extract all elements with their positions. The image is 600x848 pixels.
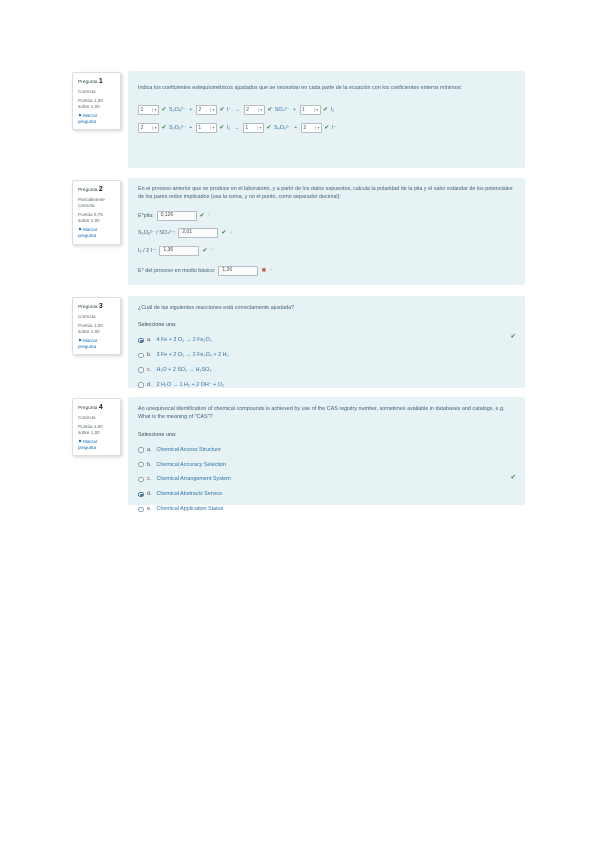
question-label: Pregunta (78, 188, 98, 193)
flag-label: Marcar pregunta (78, 338, 98, 350)
option-letter: c. (147, 476, 152, 483)
question-state: Correcta (78, 313, 96, 319)
correct-answer-check-icon: ✔ (510, 333, 516, 340)
question-number-value: 1 (98, 78, 103, 85)
question-number (78, 302, 115, 311)
answer-input[interactable]: 2,01 (178, 228, 218, 238)
coefficient-select[interactable] (244, 105, 265, 115)
feedback-check-icon: ✓ (207, 212, 212, 219)
radio-button[interactable] (138, 477, 144, 483)
coefficient-value: 2 (303, 124, 307, 131)
option-letter: b. (147, 461, 152, 468)
question-4-body (128, 397, 525, 513)
option-text: 3 Fe + 2 O₂ → 2 Fe₃O₄ + 2 H₂ (156, 352, 229, 359)
radio-button[interactable] (138, 367, 144, 373)
radio-button[interactable] (138, 353, 144, 359)
equation-row-1 (138, 105, 513, 115)
operator: + (292, 107, 297, 114)
question-1-body (128, 71, 525, 168)
coefficient-select[interactable] (196, 123, 217, 133)
flag-icon: ⚑ (78, 338, 83, 344)
chevron-down-icon: ▾ (210, 126, 215, 130)
answer-row (138, 266, 513, 276)
answer-input[interactable]: 1,26 (218, 266, 258, 276)
correct-answer-check-icon: ✔ (510, 474, 516, 481)
coefficient-select[interactable] (243, 123, 264, 133)
chevron-down-icon: ▾ (257, 126, 262, 130)
option-text: H₂O + 2 SO₂ → H₂SO₄ (156, 367, 212, 373)
coefficient-value: 1 (140, 106, 144, 113)
question-state: Parcialmente correcta (78, 196, 105, 209)
flag-label: Marcar pregunta (78, 227, 98, 239)
chevron-down-icon: ▾ (152, 108, 157, 112)
question-state: Correcta (78, 88, 96, 94)
field-label: E°pila: (138, 212, 154, 219)
option-a[interactable] (138, 446, 513, 454)
chevron-down-icon: ▾ (314, 108, 319, 112)
correct-check-icon: ✔ (161, 125, 167, 132)
chemical-formula: I₂ (226, 125, 231, 132)
question-text: Indica los coeficientes estequiométricos ajustados que se necesitan en cada parte de la ecuación con los coeficientes enteros mínimos: (138, 85, 462, 91)
operator: + (294, 125, 298, 132)
flag-label: Marcar pregunta (78, 439, 98, 451)
correct-check-icon: ✔ (219, 125, 225, 132)
option-letter: d. (147, 381, 152, 388)
question-grade: Puntúa 1,00 sobre 1,00 (78, 322, 103, 334)
option-e[interactable] (138, 505, 513, 513)
option-letter: e. (147, 506, 152, 513)
flag-question-link[interactable] (78, 439, 115, 451)
question-state: Correcta (78, 414, 96, 420)
correct-check-icon: ✔ (221, 230, 227, 237)
coefficient-value: 2 (246, 106, 249, 113)
question-3-body (128, 296, 525, 388)
question-number (78, 185, 115, 194)
option-letter: d. (147, 491, 152, 498)
option-letter: a. (147, 337, 152, 344)
option-d[interactable] (138, 381, 513, 389)
correct-check-icon: ✔ (267, 107, 273, 114)
question-text: En el proceso anterior que se produce en el laboratorio, y a partir de los datos expuestos, calcula la polaridad de la pila y el valor estándar de los potenciales de los pares redox implicados (usa la coma, y no el punto, como separador decimal): (138, 186, 513, 201)
radio-button[interactable] (138, 507, 144, 513)
chemical-formula: S₄O₆²⁻ (273, 125, 291, 132)
radio-button[interactable] (138, 338, 144, 344)
feedback-check-icon: ✓ (269, 267, 274, 274)
question-text: ¿Cuál de las siguientes reacciones está correctamente ajustada? (138, 305, 295, 311)
chemical-formula: S₂O₈²⁻ (169, 107, 186, 114)
question-number (78, 403, 115, 412)
answer-input[interactable]: 0,126 (157, 211, 197, 221)
radio-button[interactable] (138, 447, 144, 453)
question-grade: Puntúa 1,00 sobre 1,00 (78, 97, 103, 109)
question-label: Pregunta (78, 80, 98, 85)
question-1-info-panel (72, 72, 121, 130)
flag-icon: ⚑ (78, 113, 83, 119)
question-number-value: 3 (98, 303, 103, 310)
coefficient-select[interactable] (300, 105, 321, 115)
coefficient-value: 2 (198, 106, 202, 113)
radio-button[interactable] (138, 462, 144, 468)
feedback-check-icon: ✓ (210, 247, 215, 254)
option-b[interactable] (138, 461, 513, 469)
chemical-formula: I⁻ (226, 107, 232, 114)
coefficient-select[interactable] (138, 123, 159, 133)
chevron-down-icon: ▾ (315, 126, 320, 130)
flag-question-link[interactable] (78, 338, 115, 350)
coefficient-select[interactable] (138, 105, 159, 115)
correct-check-icon: ✔ (324, 125, 330, 132)
question-grade: Puntúa 1,00 sobre 1,00 (78, 423, 103, 435)
option-b[interactable] (138, 351, 513, 359)
question-4-info-panel (72, 398, 121, 456)
flag-question-link[interactable] (78, 113, 115, 125)
option-c[interactable] (138, 475, 513, 483)
incorrect-cross-icon: ✖ (261, 267, 267, 274)
correct-check-icon: ✔ (219, 107, 225, 114)
radio-button[interactable] (138, 382, 144, 388)
question-number (78, 77, 115, 86)
question-label: Pregunta (78, 305, 98, 310)
equation-row-2 (138, 123, 513, 133)
field-label: E° del proceso en medio básico: (138, 267, 216, 274)
option-d[interactable] (138, 490, 513, 498)
flag-question-link[interactable] (78, 227, 115, 239)
radio-button[interactable] (138, 492, 144, 498)
option-text: Chemical Application Status (156, 506, 224, 513)
field-label: I₂ / 2 I⁻: (138, 247, 157, 254)
question-number-value: 2 (98, 186, 103, 193)
option-a[interactable] (138, 336, 513, 344)
coefficient-value: 1 (245, 124, 249, 131)
option-text: Chemical Accuracy Selection (156, 461, 227, 468)
coefficient-value: 1 (302, 106, 305, 113)
option-letter: a. (147, 446, 152, 453)
option-letter: b. (147, 352, 152, 359)
question-grade: Puntúa 0,75 sobre 1,00 (78, 211, 103, 224)
answer-input[interactable]: 1,36 (159, 246, 199, 256)
operator: → (234, 107, 241, 114)
chemical-formula: I₂ (330, 107, 335, 114)
option-letter: c. (147, 367, 152, 373)
option-c[interactable] (138, 366, 513, 374)
answer-row (138, 246, 513, 256)
answer-row (138, 211, 513, 221)
coefficient-value: 1 (198, 124, 202, 131)
chevron-down-icon: ▾ (258, 108, 263, 112)
question-2-info-panel (72, 180, 121, 245)
option-text: 4 Fe + 3 O₂ → 2 Fe₂O₃ (156, 337, 212, 344)
flag-label: Marcar pregunta (78, 113, 98, 125)
coefficient-select[interactable] (196, 105, 217, 115)
operator: + (189, 107, 193, 114)
operator: + (189, 125, 193, 132)
flag-icon: ⚑ (78, 227, 83, 233)
coefficient-value: 2 (140, 124, 144, 131)
correct-check-icon: ✔ (266, 125, 272, 132)
correct-check-icon: ✔ (323, 107, 329, 114)
select-one-prompt: Seleccione una: (138, 431, 177, 438)
chevron-down-icon: ▾ (152, 126, 157, 130)
question-2-body (128, 178, 525, 285)
chemical-formula: I⁻ (331, 125, 337, 132)
operator: → (234, 125, 240, 132)
answer-row (138, 228, 513, 238)
question-number-value: 4 (98, 404, 103, 411)
correct-check-icon: ✔ (161, 107, 167, 114)
option-text: Chemical Arrangement System (156, 476, 231, 483)
option-text: 2 H₂O → 1 H₂ + 2 OH⁻ + O₂ (156, 381, 225, 388)
question-3-info-panel (72, 297, 121, 355)
correct-check-icon: ✔ (199, 212, 205, 219)
chevron-down-icon: ▾ (210, 108, 215, 112)
option-text: Chemical Abstracts Service (156, 491, 223, 498)
feedback-check-icon: ✓ (229, 229, 234, 236)
flag-icon: ⚑ (78, 439, 83, 445)
option-text: Chemical Access Structure (156, 446, 221, 453)
coefficient-select[interactable] (301, 123, 322, 133)
question-label: Pregunta (78, 406, 98, 411)
question-text: An unequivocal identification of chemical compounds is achieved by use of the CAS registry number, sometimes available in databases and catalogs, e.g. What is the meaning of "CAS"? (138, 406, 505, 421)
select-one-prompt: Seleccione una: (138, 322, 177, 329)
chemical-formula: S₂O₃²⁻ (169, 125, 186, 132)
field-label: S₂O₈²⁻ / SO₄²⁻: (138, 230, 176, 237)
chemical-formula: SO₄²⁻ (274, 107, 290, 114)
correct-check-icon: ✔ (202, 247, 208, 254)
